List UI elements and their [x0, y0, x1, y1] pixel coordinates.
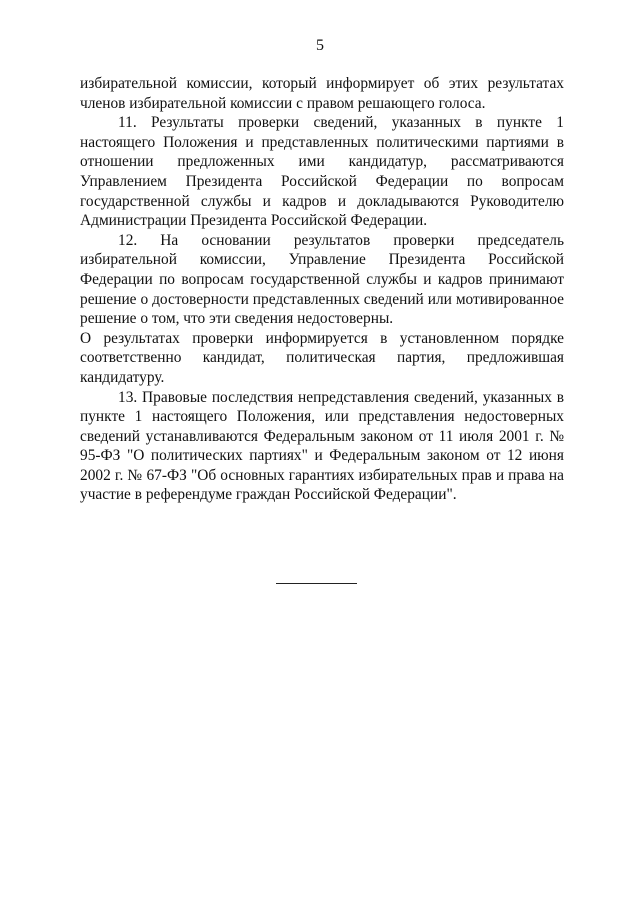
paragraph-13: 13. Правовые последствия непредставления сведений, указанных в пункте 1 настоящего Положения, или представления недостоверных сведений устанавливаются Федеральным законом от 11 июля 2001 г. № 95-ФЗ "О политических партиях" и Федеральным законом от 12 июня 2002 г. № 67-ФЗ "Об основных гарантиях избирательных прав и права на участие в референдуме граждан Российской Федерации".	[80, 388, 564, 504]
paragraph-12: 12. На основании результатов проверки председатель избирательной комиссии, Управление Президента Российской Федерации по вопросам государственной службы и кадров принимают решение о достоверности представленных сведений или мотивированное решение о том, что эти сведения недостоверны.	[80, 231, 564, 328]
paragraph-11: 11. Результаты проверки сведений, указанных в пункте 1 настоящего Положения и представленных политическими партиями в отношении предложенных ими кандидатур, рассматриваются Управлением Президента Российской Федерации по вопросам государственной службы и кадров и докладываются Руководителю Администрации Президента Российской Федерации.	[80, 114, 564, 230]
paragraph-continuation: избирательной комиссии, который информирует об этих результатах членов избирательной комиссии с правом решающего голоса.	[80, 75, 564, 112]
paragraph-12-continuation: О результатах проверки информируется в установленном порядке соответственно кандидат, политическая партия, предложившая кандидатуру.	[80, 329, 564, 386]
page-number: 5	[316, 37, 324, 54]
end-separator-line	[276, 583, 357, 584]
document-body	[80, 74, 564, 505]
